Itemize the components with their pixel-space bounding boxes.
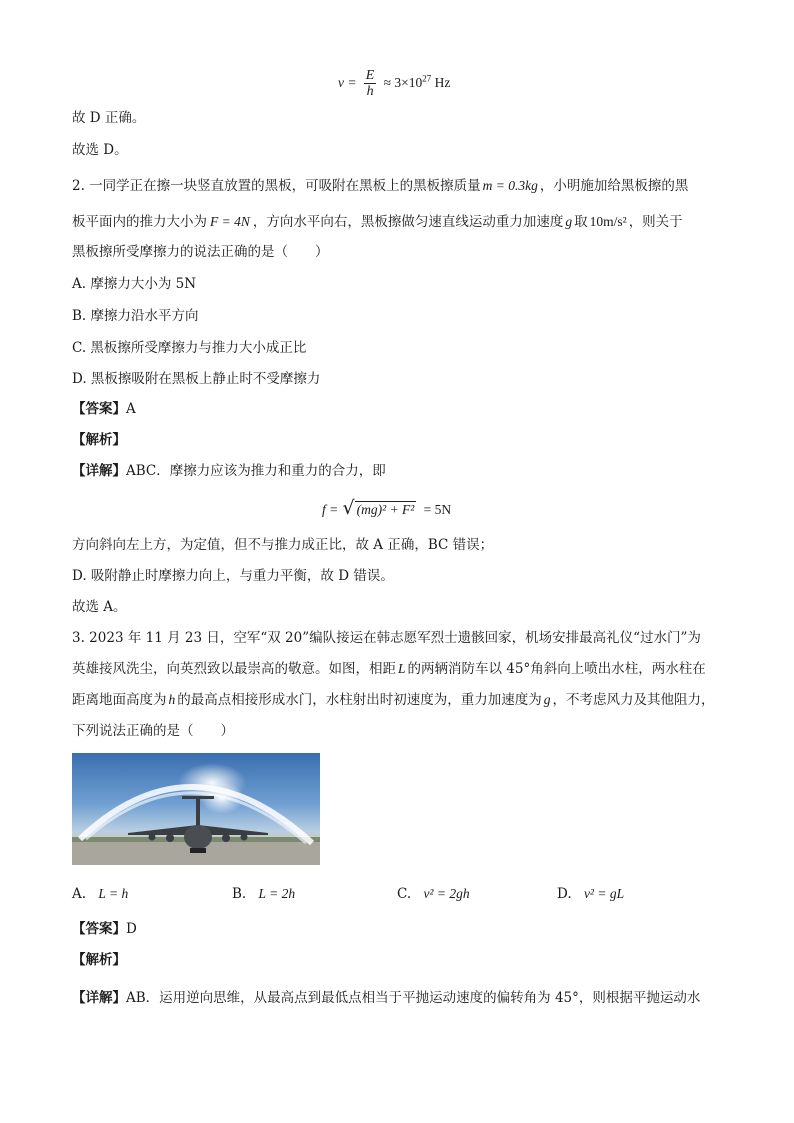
q3-stem-text: 英雄接风洗尘，向英烈致以最崇高的敬意。如图，相距 bbox=[72, 661, 396, 677]
q2-g-value: 10m/s² bbox=[589, 214, 627, 229]
formula-lhs: f = bbox=[322, 502, 339, 517]
option-expr: v² = gL bbox=[583, 886, 625, 901]
answer-value: D bbox=[126, 921, 137, 937]
formula-radicand: (mg)² + F² bbox=[356, 502, 415, 517]
q3-analysis-label bbox=[72, 950, 126, 970]
q3-stem-line-4: 下列说法正确的是（ ） bbox=[72, 723, 234, 739]
fraction-denominator: h bbox=[366, 84, 374, 99]
q2-option-b: B. 摩擦力沿水平方向 bbox=[72, 308, 199, 324]
q3-stem-text: 的两辆消防车以 45°角斜向上喷出水柱，两水柱在 bbox=[407, 661, 706, 677]
detail-label: 【详解】 bbox=[72, 463, 126, 479]
option-label: A. bbox=[72, 886, 87, 902]
option-expr: v² = 2gh bbox=[423, 886, 470, 901]
q3-h-symbol: h bbox=[168, 692, 176, 707]
answer-label: 【答案】 bbox=[72, 401, 126, 417]
q2-detail-line-2: 方向斜向左上方，为定值，但不与推力成正比，故 A 正确，BC 错误； bbox=[72, 537, 494, 553]
detail-label: 【详解】 bbox=[72, 990, 126, 1006]
q3-L-symbol: L bbox=[398, 661, 406, 676]
formula-unit: Hz bbox=[431, 75, 451, 90]
q2-detail-line-1 bbox=[72, 461, 386, 481]
formula-rhs: = 5N bbox=[423, 502, 452, 517]
option-expr: L = 2h bbox=[258, 886, 296, 901]
fraction bbox=[364, 68, 377, 99]
aircraft-engine bbox=[166, 834, 174, 842]
q1-conclusion-line-1: 故 D 正确。 bbox=[72, 110, 146, 126]
q2-stem-text: 取 bbox=[574, 214, 588, 230]
formula-lhs: ν = bbox=[338, 75, 357, 90]
q2-force-expr: F = 4N bbox=[210, 214, 250, 229]
sqrt-sign: √ bbox=[342, 497, 355, 519]
fraction-numerator: E bbox=[365, 68, 375, 83]
water-salute-photo bbox=[72, 753, 320, 865]
analysis-label: 【解析】 bbox=[72, 952, 126, 968]
q3-g-symbol: g bbox=[543, 692, 551, 707]
option-label: D. bbox=[557, 886, 572, 902]
q2-conclusion: 故选 A。 bbox=[72, 599, 127, 615]
q2-option-d: D. 黑板擦吸附在黑板上静止时不受摩擦力 bbox=[72, 371, 321, 387]
answer-label: 【答案】 bbox=[72, 921, 126, 937]
q2-option-a: A. 摩擦力大小为 5N bbox=[72, 276, 197, 292]
aircraft-fuselage bbox=[184, 825, 212, 849]
q3-stem-text: ，不考虑风力及其他阻力， bbox=[552, 692, 715, 708]
q3-stem-line-2 bbox=[72, 659, 706, 679]
friction-formula bbox=[322, 498, 451, 520]
q3-option-c bbox=[397, 884, 470, 904]
aircraft-engine bbox=[149, 834, 156, 841]
q2-detail-line-3: D. 吸附静止时摩擦力向上，与重力平衡，故 D 错误。 bbox=[72, 568, 394, 584]
aircraft-tail-fin bbox=[196, 797, 200, 827]
q3-detail-line-1 bbox=[72, 988, 700, 1008]
q2-stem-text: ，则关于 bbox=[628, 214, 683, 230]
water-salute-illustration bbox=[72, 753, 320, 865]
q2-stem-text: 2. 一同学正在擦一块竖直放置的黑板，可吸附在黑板上的黑板擦质量 bbox=[72, 178, 481, 194]
formula-rhs: ≈ 3×10 bbox=[383, 75, 423, 90]
q2-stem-line-1 bbox=[72, 176, 688, 196]
q1-conclusion-line-2: 故选 D。 bbox=[72, 142, 128, 158]
detail-text: ABC．摩擦力应该为推力和重力的合力，即 bbox=[126, 463, 386, 479]
aircraft-engine bbox=[241, 834, 248, 841]
frequency-formula bbox=[338, 68, 450, 99]
q2-stem-text: ，方向水平向右，黑板擦做匀速直线运动重力加速度 bbox=[252, 214, 564, 230]
detail-text: AB．运用逆向思维，从最高点到最低点相当于平抛运动速度的偏转角为 45°，则根据平抛运动水 bbox=[126, 990, 701, 1006]
aircraft-landing-gear bbox=[190, 848, 206, 853]
q3-answer bbox=[72, 919, 137, 939]
q2-g-symbol: g bbox=[565, 214, 573, 229]
option-label: B. bbox=[232, 886, 247, 902]
q3-stem-text: 距离地面高度为 bbox=[72, 692, 167, 708]
q2-analysis-label bbox=[72, 430, 126, 450]
q2-option-c: C. 黑板擦所受摩擦力与推力大小成正比 bbox=[72, 340, 307, 356]
aircraft-engine bbox=[222, 834, 230, 842]
q3-option-b bbox=[232, 884, 295, 904]
q3-stem-line-1: 3. 2023 年 11 月 23 日，空军“双 20”编队接运在韩志愿军烈士遗骸回家，机场安排最高礼仪“过水门”为 bbox=[72, 630, 701, 646]
q3-option-a bbox=[72, 884, 128, 904]
answer-value: A bbox=[126, 401, 136, 417]
formula-exponent: 27 bbox=[422, 73, 432, 84]
q2-stem-text: 板平面内的推力大小为 bbox=[72, 214, 207, 230]
q3-stem-line-3 bbox=[72, 690, 715, 710]
q2-mass-expr: m = 0.3kg bbox=[482, 178, 538, 193]
option-label: C. bbox=[397, 886, 412, 902]
analysis-label: 【解析】 bbox=[72, 432, 126, 448]
option-expr: L = h bbox=[98, 886, 129, 901]
q3-option-d bbox=[557, 884, 624, 904]
aircraft-tail-plane bbox=[182, 796, 214, 799]
q2-stem-line-2 bbox=[72, 212, 683, 232]
q2-answer bbox=[72, 399, 136, 419]
q2-stem-line-3: 黑板擦所受摩擦力的说法正确的是（ ） bbox=[72, 244, 329, 260]
q3-stem-text: 的最高点相接形成水门，水柱射出时初速度为，重力加速度为 bbox=[177, 692, 542, 708]
q2-stem-text: ，小明施加给黑板擦的黑 bbox=[539, 178, 689, 194]
